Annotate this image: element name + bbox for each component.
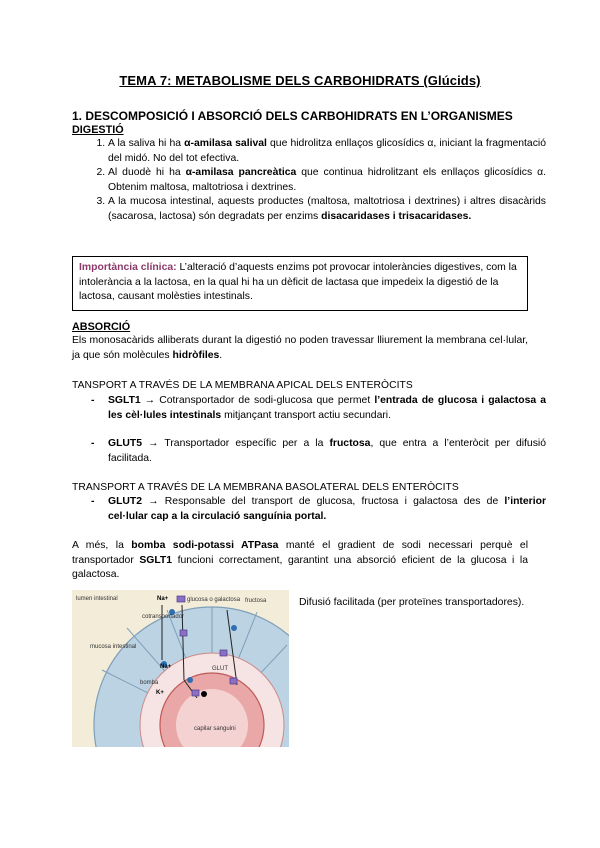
digestio-heading: DIGESTIÓ xyxy=(72,124,124,136)
list-item: 2. Al duodè hi ha α-amilasa pancreàtica que continua hidrolitzant els enllaços glicosídics α. Obtenim maltosa, maltotriosa i dextrines. xyxy=(108,166,546,195)
label-glut: GLUT xyxy=(212,666,229,672)
clinical-label: Importància clínica: xyxy=(79,262,177,273)
list-item: 1. A la saliva hi ha α-amilasa salival que hidrolitza enllaços glicosídics α, iniciant la fragmentació del midó. No del tot efectiva. xyxy=(108,137,546,166)
list-item: - SGLT1 → Cotransportador de sodi-glucosa que permet l’entrada de glucosa i galactosa a les cèl·lules intestinals mitjançant transport actiu secundari. xyxy=(108,394,546,423)
section-heading: 1. DESCOMPOSICIÓ I ABSORCIÓ DELS CARBOHIDRATS EN L’ORGANISMES xyxy=(72,109,513,123)
clinical-text: L’alteració d’aquests enzims pot provocar intoleràncies digestives, com la intolerància a la lactosa, en la qual hi ha un dèficit de lactasa que impedeix la digestió de la lactosa, causant molèsties intestinals. xyxy=(79,262,517,302)
absorcio-heading: ABSORCIÓ xyxy=(72,321,131,333)
apical-heading: TANSPORT A TRAVÉS DE LA MEMBRANA APICAL DELS ENTERÒCITS xyxy=(72,380,413,391)
label-capilar: capilar sanguini xyxy=(194,726,236,732)
label-na-top: Na+ xyxy=(157,596,169,602)
label-fructosa: fructosa xyxy=(245,598,267,604)
list-item: - GLUT2 → Responsable del transport de glucosa, fructosa i galactosa des de l’interior cel·lular cap a la circulació sanguínia portal. xyxy=(108,495,546,524)
basolateral-heading: TRANSPORT A TRAVÉS DE LA MEMBRANA BASOLATERAL DELS ENTERÒCITS xyxy=(72,482,459,493)
label-na-mid: Na+ xyxy=(160,664,172,670)
label-lumen: lumen intestinal xyxy=(76,596,118,602)
basolateral-list xyxy=(90,495,546,524)
label-glucosa: glucosa o galactosa xyxy=(187,597,241,603)
clinical-note-box xyxy=(72,256,528,311)
list-item: - GLUT5 → Transportador específic per a la fructosa, que entra a l’enteròcit per difusió facilitada. xyxy=(108,437,546,466)
intestinal-absorption-figure xyxy=(72,590,289,747)
figure-caption: Difusió facilitada (per proteïnes transportadores). xyxy=(299,597,525,608)
page-title: TEMA 7: METABOLISME DELS CARBOHIDRATS (Glúcids) xyxy=(119,73,481,88)
label-mucosa: mucosa intestinal xyxy=(90,644,137,650)
pump-paragraph: A més, la bomba sodi-potassi ATPasa manté el gradient de sodi necessari perquè el transportador SGLT1 funcioni correctament, garantint una absorció eficient de la glucosa i la galactosa. xyxy=(72,540,528,580)
label-bomba: bomba xyxy=(140,680,159,686)
list-item: 3. A la mucosa intestinal, aquests productes (maltosa, maltotriosa i dextrines) i altres disacàrids (sacarosa, lactosa) són degradats per enzims disacaridases i trisacaridases. xyxy=(108,195,546,224)
absorcio-intro: Els monosacàrids alliberats durant la digestió no poden travessar lliurement la membrana cel·lular, ja que són molècules hidròfiles. xyxy=(72,335,528,361)
apical-list xyxy=(90,394,546,466)
digestio-list xyxy=(90,137,546,224)
label-cotransportador: cotransportador xyxy=(142,614,185,620)
label-k: K+ xyxy=(156,690,164,696)
